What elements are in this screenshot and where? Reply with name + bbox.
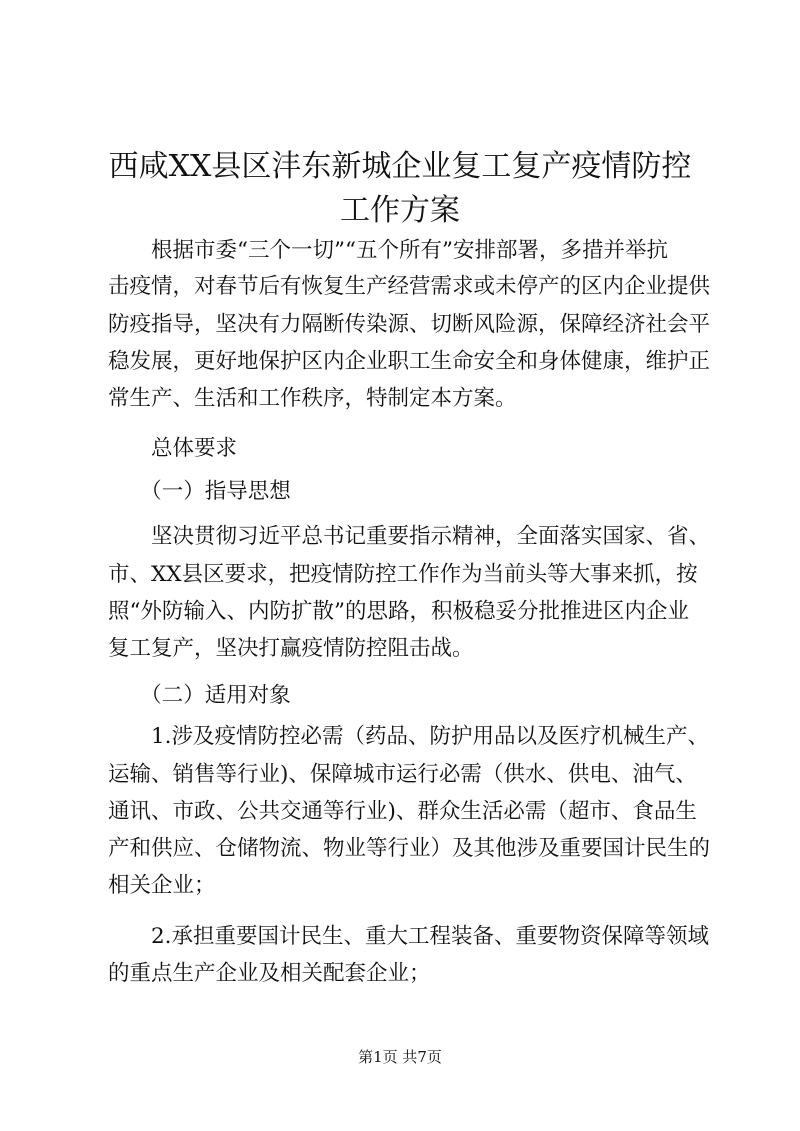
body-line: 市、XX县区要求，把疫情防控工作作为当前头等大事来抓，按 <box>108 562 698 587</box>
body-line: 的重点生产企业及相关配套企业； <box>108 961 431 986</box>
body-line: 通讯、市政、公共交通等行业)、群众生活必需（超市、食品生 <box>108 799 697 824</box>
subsection-heading: （二）适用对象 <box>108 683 291 708</box>
body-line: 稳发展，更好地保护区内企业职工生命安全和身体健康，维护正 <box>108 349 711 374</box>
page-number-footer: 第1页 共7页 <box>358 1048 442 1066</box>
body-line: 运输、销售等行业)、保障城市运行必需（供水、供电、油气、 <box>108 762 697 787</box>
document-title-line-1: 西咸XX县区沣东新城企业复工复产疫情防控 <box>108 149 692 184</box>
body-line: 防疫指导，坚决有力隔断传染源、切断风险源，保障经济社会平 <box>108 312 711 337</box>
section-heading: 总体要求 <box>108 436 238 461</box>
body-line: 根据市委“三个一切”“五个所有”安排部署，多措并举抗 <box>108 238 668 263</box>
document-title-line-2: 工作方案 <box>340 193 460 228</box>
body-line: 复工复产，坚决打赢疫情防控阻击战。 <box>108 636 474 661</box>
body-line: 产和供应、仓储物流、物业等行业）及其他涉及重要国计民生的 <box>108 836 711 861</box>
body-line: 2.承担重要国计民生、重大工程装备、重要物资保障等领域 <box>108 924 710 949</box>
subsection-heading: （一）指导思想 <box>108 479 291 504</box>
body-line: 相关企业； <box>108 873 216 898</box>
body-line: 常生产、生活和工作秩序，特制定本方案。 <box>108 386 517 411</box>
body-line: 1.涉及疫情防控必需（药品、防护用品以及医疗机械生产、 <box>108 724 710 749</box>
body-line: 坚决贯彻习近平总书记重要指示精神，全面落实国家、省、 <box>108 524 711 549</box>
body-line: 击疫情，对春节后有恢复生产经营需求或未停产的区内企业提供 <box>108 274 711 299</box>
body-line: 照“外防输入、内防扩散”的思路，积极稳妥分批推进区内企业 <box>108 599 689 624</box>
